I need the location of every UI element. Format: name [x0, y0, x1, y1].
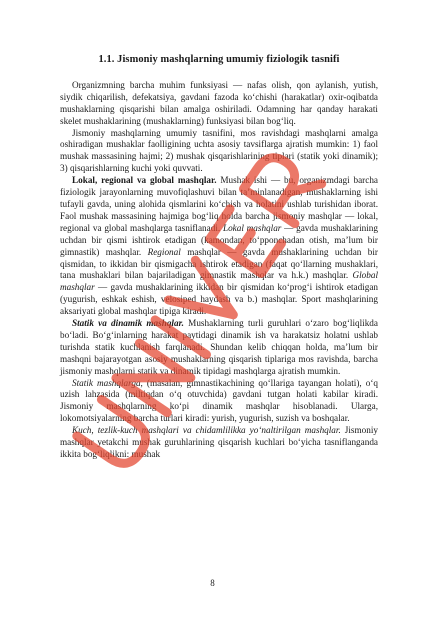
paragraph-1: Organizmning barcha muhim funksiyasi — nafas olish, qon aylanish, yutish, siydik chiqarilish, defekatsiya, gavdani fazoda ko‘chishi (harakatlar) oxir-oqibatda mushaklarning qisqarishi bilan amalga oshiriladi. Odamning har qanday harakati skelet mushaklarining (mushaklarning) funksiyasi bilan bog‘liq. — [60, 79, 378, 126]
subheading-statik-dinamik: Statik va dinamik mashqlar. — [72, 318, 184, 329]
paragraph-3-text-b: — gavda mushaklarining uchdan bir qismi ishtirok etadigan (kamondan, to‘pponchadan otish, ma’lum bir gimnastik) mashqlar. — [60, 222, 378, 257]
term-lokal-mashqlar: Lokal mashqlar — [222, 222, 282, 233]
paragraph-3-text-d: — gavda mushaklarining ikkidan bir qismidan ko‘prog‘i ishtirok etadigan (yugurish, eshkak eshish, velosiped haydash va b.) mashqlar. Sport mashqlarining aksariyati global mashqlar tipiga kiradi. — [60, 282, 378, 317]
paragraph-3 — [60, 175, 378, 318]
paragraph-5 — [60, 378, 378, 426]
page-number: 8 — [210, 578, 215, 588]
section-heading: 1.1. Jismoniy mashqlarning umumiy fiziologik tasnifi — [98, 54, 340, 65]
paragraph-2: Jismoniy mashqlarning umumiy tasnifini, mos ravishdagi mashqlarni amalga oshiradigan mushaklar faolligining uchta asosiy tavsiflarga ajratish mumkin: 1) faol mushak massasining hajmi; 2) mushak qisqarishlarining tiplari (statik yoki dinamik); 3) qisqarishlarning kuchi yoki quvvati. — [60, 127, 378, 174]
paragraph-4-text: Mushaklarning turli guruhlari o‘zaro bog‘liqlikda bo‘ladi. Bo‘g‘inlarning harakat paytidagi dinamik ish va harakatsiz holatni ushlab turishda statik kuchlanish farqlanadi. Shundan kelib chiqqan holda, ma’lum bir mashqni bajarayotgan asosiy mushaklarning qisqarish tiplariga mos ravishda, barcha jismoniy mashqlarni statik va dinamik tipidagi mashqlarga ajratish mumkin. — [60, 318, 378, 376]
subheading-kuch-tezlik: Kuch, tezlik-kuch mashqlari va chidamlilikka yo‘naltirilgan mashqlar. — [72, 425, 341, 436]
term-statik-mashqlarga: Statik mashqlarga, — [72, 377, 143, 388]
paragraph-3-text-a: Mushak ishi — bu, organizmdagi barcha fiziologik jarayonlarning muvofiqlashuvi bilan ta’minlanadigan, mushaklarning ishi tufayli gavda, uning alohida qismlarini ko‘chish va holatini ushlab turishidan iborat. Faol mushak massasining hajmiga bog‘liq holda barcha jismoniy mashqlar — lokal, regional va global mashqlarga tasniflanadi. — [60, 175, 378, 233]
paragraph-6 — [60, 425, 378, 461]
paragraph-6-text: Jismoniy mashqlar yetakchi mushak guruhlarining qisqarish kuchlari bo‘yicha tasniflanganda ikkita bog‘liqlikni: mushak — [60, 425, 378, 459]
term-global-mashqlar: Global mashqlar — [60, 270, 378, 293]
paragraph-4 — [60, 318, 378, 378]
subheading-lokal-regional-global: Lokal, regional va global mashqlar. — [72, 175, 217, 186]
term-regional: Regional — [147, 246, 181, 257]
paragraph-3-text-c: mashqlar — gavda mushaklarining uchdan bir qismidan, to ikkidan bir qismigacha ishtirok etadigan (faqat qo‘llarning mushaklari, tana mushaklari bilan bajariladigan gimnastik mashqlar va h.k.) mashqlar. — [60, 246, 378, 281]
page-body — [60, 54, 378, 461]
paragraph-5-text: (masalan, gimnastikachining qo‘llariga tayangan holati), o‘q uzish lahzasida (miltiqdan o‘q otuvchida) gavdani tutgan holati kabilar kiradi. Jismoniy mashqlarning ko‘pi dinamik mashqlar hisoblanadi. Ularga, lokomotsiyalarning barcha turlari kiradi: yurish, yugurish, suzish va boshqalar. — [60, 377, 379, 424]
